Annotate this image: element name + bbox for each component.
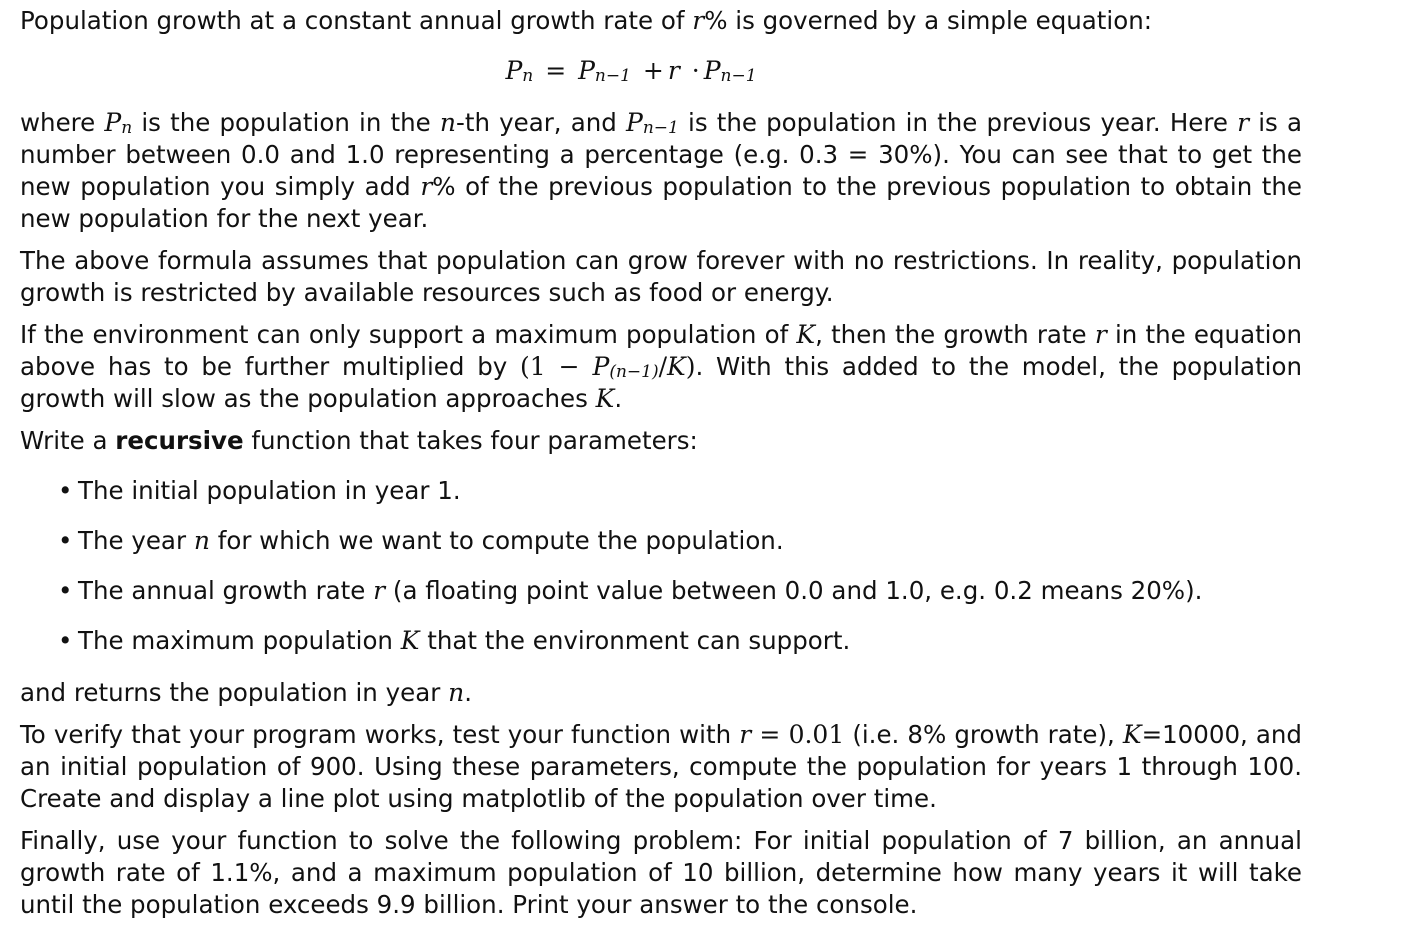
eq-lhs-sub: n [522, 66, 534, 86]
text-run: (i.e. 8% growth rate), [844, 720, 1123, 749]
text-run: % of the previous population to the previous population to obtain the new population for the next year. [20, 172, 1302, 233]
math-r: r [373, 576, 386, 605]
eq-lhs-var: P [505, 56, 523, 85]
math-p: P [626, 108, 643, 137]
bullet-icon: • [58, 576, 73, 605]
text-run: . [614, 384, 623, 413]
document-body [20, 5, 1302, 931]
text-run: for which we want to compute the population. [209, 526, 784, 555]
math-k: K [667, 352, 686, 381]
math-sub: (n−1) [609, 362, 659, 382]
intro-paragraph [20, 5, 1302, 37]
carrying-capacity-paragraph [20, 319, 1302, 415]
text-run: The annual growth rate [78, 576, 374, 605]
text-run: function that takes four parameters: [243, 426, 698, 455]
text-run: is the population in the [132, 108, 440, 137]
formula-open: (1 − [520, 352, 593, 381]
eq-dot: · [691, 56, 700, 85]
formula-close: ) [685, 352, 696, 381]
eq-term2-sub: n−1 [720, 66, 757, 86]
text-run: is a number between 0.0 and 1.0 representing a percentage (e.g. 0.3 = 30%). You can see that to get the new population you simply add [20, 108, 1302, 201]
math-r: r [692, 6, 705, 35]
eq-term1-sub: n−1 [594, 66, 631, 86]
text-run: , then the growth rate [815, 320, 1095, 349]
math-k: K [796, 320, 816, 349]
eq-equals: = [545, 56, 567, 85]
math-r: r [1237, 108, 1250, 137]
math-n: n [448, 678, 465, 707]
task-paragraph [20, 425, 1302, 457]
formula-slash: / [658, 352, 668, 381]
list-item [58, 575, 1302, 607]
list-item [58, 625, 1302, 657]
text-run: -th year, and [456, 108, 627, 137]
text-run: Write a [20, 426, 116, 455]
math-r: r [739, 720, 752, 749]
eq-term2-var: P [703, 56, 721, 85]
returns-paragraph [20, 677, 1302, 709]
growth-equation [20, 55, 1302, 87]
intro-text: Population growth at a constant annual growth rate of [20, 6, 693, 35]
text-run: (a floating point value between 0.0 and 1.0, e.g. 0.2 means 20%). [385, 576, 1203, 605]
math-n: n [193, 526, 210, 555]
emphasis-recursive: recursive [115, 426, 244, 455]
list-item [58, 475, 1302, 507]
math-r: r [1094, 320, 1107, 349]
definitions-paragraph [20, 107, 1302, 235]
text-run: . [464, 678, 472, 707]
restrictions-paragraph: The above formula assumes that population can grow forever with no restrictions. In reality, population growth is restricted by available resources such as food or energy. [20, 246, 1302, 307]
math-k: K [1122, 720, 1142, 749]
text-run: where [20, 108, 105, 137]
text-run: . With this added to the model, the population growth will slow as the population approaches [20, 352, 1302, 413]
text-run: The year [78, 526, 194, 555]
text-run: =10000, and an initial population of 900. Using these parameters, compute the population for years 1 through 100. Create and display a line plot using matplotlib of the population over time. [20, 720, 1302, 813]
math-value: = 0.01 [751, 720, 845, 749]
final-problem-paragraph: Finally, use your function to solve the following problem: For initial population of 7 billion, an annual growth rate of 1.1%, and a maximum population of 10 billion, determine how many years it will take until the population exceeds 9.9 billion. Print your answer to the console. [20, 826, 1302, 919]
text-run: The initial population in year 1. [78, 476, 461, 505]
text-run: To verify that your program works, test your function with [20, 720, 740, 749]
verification-paragraph [20, 719, 1302, 815]
math-sub: n [121, 118, 133, 138]
eq-r: r [667, 56, 680, 85]
bullet-icon: • [58, 526, 73, 555]
list-item [58, 525, 1302, 557]
text-run: If the environment can only support a maximum population of [20, 320, 797, 349]
math-k: K [595, 384, 615, 413]
text-run: in the equation above has to be further multiplied by [20, 320, 1303, 381]
math-sub: n−1 [642, 118, 679, 138]
math-p: P [592, 352, 610, 381]
text-run: and returns the population in year [20, 678, 449, 707]
percent-sign: % [704, 6, 728, 35]
intro-tail: is governed by a simple equation: [727, 6, 1152, 35]
text-run: that the environment can support. [419, 626, 851, 655]
text-run: is the population in the previous year. Here [678, 108, 1238, 137]
parameter-list [20, 475, 1302, 657]
eq-plus: + [642, 56, 664, 85]
bullet-icon: • [58, 626, 73, 655]
math-n: n [439, 108, 456, 137]
math-p: P [104, 108, 122, 137]
text-run: The maximum population [78, 626, 401, 655]
eq-term1-var: P [578, 56, 595, 85]
bullet-icon: • [58, 476, 73, 505]
math-r: r [420, 172, 433, 201]
math-k: K [400, 626, 420, 655]
